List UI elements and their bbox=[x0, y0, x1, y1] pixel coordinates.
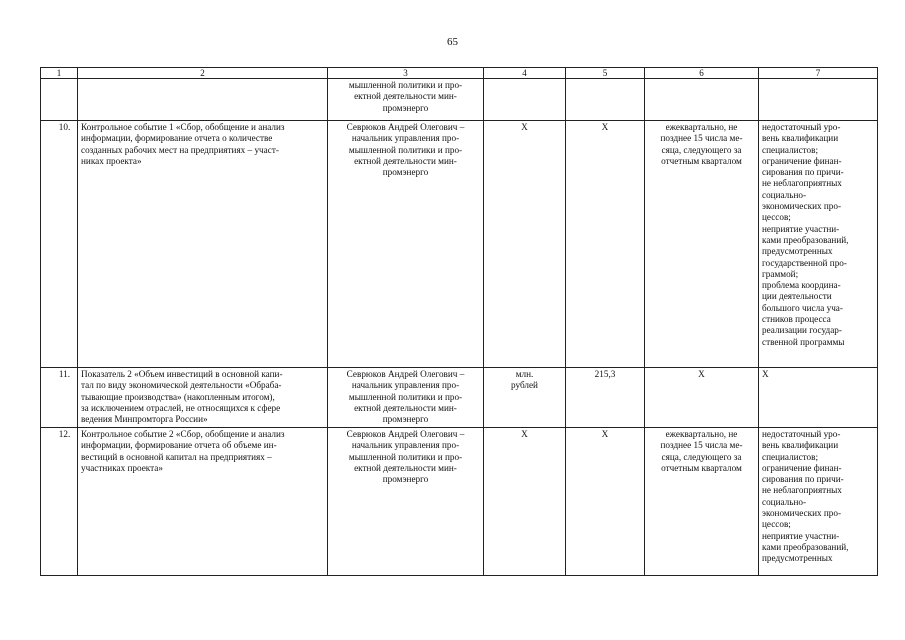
deadline-cell bbox=[645, 79, 759, 121]
cell-line: X bbox=[762, 369, 769, 379]
cell-line: экономических про- bbox=[762, 508, 842, 519]
cell-line: стников процесса bbox=[762, 314, 831, 325]
cell-line: млн. bbox=[515, 369, 534, 379]
cell-line: недостаточный уро- bbox=[762, 122, 841, 132]
cell-line: не неблагоприятных bbox=[762, 485, 842, 496]
cell-line: сяца, следующего за bbox=[661, 144, 742, 155]
cell-line: Контрольное событие 1 «Сбор, обобщение и анализ bbox=[81, 122, 285, 132]
responsible-cell bbox=[328, 368, 484, 428]
cell-line: ками преобразований, bbox=[762, 541, 849, 552]
cell-line: экономических про- bbox=[762, 201, 842, 212]
cell-line: сирования по причи- bbox=[762, 167, 844, 178]
cell-line: Показатель 2 «Объем инвестиций в основной капи- bbox=[81, 369, 283, 379]
risk-cell bbox=[759, 428, 878, 576]
description-cell bbox=[78, 79, 328, 121]
cell-line: ежеквартально, не bbox=[665, 429, 738, 439]
cell-line: сирования по причи- bbox=[762, 474, 844, 485]
cell-line: информации, формирование отчета о количестве bbox=[81, 133, 273, 144]
deadline-cell bbox=[645, 368, 759, 428]
cell-line: мышленной политики и про- bbox=[348, 80, 463, 90]
responsible-cell bbox=[328, 428, 484, 576]
cell-line: ведения Минпромторга России» bbox=[81, 414, 208, 425]
cell-line: 215,3 bbox=[594, 369, 616, 379]
cell-line: промэнерго bbox=[382, 167, 429, 178]
continuation-row bbox=[41, 79, 878, 121]
cell-line: начальник управления про- bbox=[351, 133, 460, 144]
num-cell: 11. bbox=[41, 368, 78, 428]
cell-line: сяца, следующего за bbox=[661, 451, 742, 462]
responsible-cell bbox=[328, 79, 484, 121]
cell-line: цессов; bbox=[762, 519, 791, 530]
num-cell bbox=[41, 79, 78, 121]
cell-line: специалистов; bbox=[762, 451, 819, 462]
cell-line: за исключением отраслей, не относящихся к сфере bbox=[81, 402, 281, 413]
cell-line: рублей bbox=[511, 380, 538, 391]
cell-line: недостаточный уро- bbox=[762, 429, 841, 439]
measures-table bbox=[40, 67, 878, 576]
cell-line: ками преобразований, bbox=[762, 234, 849, 245]
cell-line: ственной программы bbox=[762, 336, 845, 347]
value-cell bbox=[566, 79, 645, 121]
cell-line: реализации государ- bbox=[762, 325, 842, 336]
unit-cell bbox=[484, 79, 566, 121]
cell-line: мышленной политики и про- bbox=[348, 144, 463, 155]
cell-line: информации, формирование отчета об объеме ин- bbox=[81, 440, 277, 451]
cell-line: отчетным кварталом bbox=[661, 155, 742, 166]
cell-line: X bbox=[698, 369, 705, 379]
cell-line: вестиций в основной капитал на предприятиях – bbox=[81, 451, 272, 462]
column-number: 3 bbox=[328, 68, 484, 79]
cell-line: начальник управления про- bbox=[351, 440, 460, 451]
value-cell bbox=[566, 368, 645, 428]
cell-line: промэнерго bbox=[382, 474, 429, 485]
column-number: 1 bbox=[41, 68, 78, 79]
value-cell bbox=[566, 121, 645, 368]
responsible-cell bbox=[328, 121, 484, 368]
column-number: 7 bbox=[759, 68, 878, 79]
cell-line: ции деятельности bbox=[762, 291, 832, 302]
cell-line: неприятие участни- bbox=[762, 530, 840, 541]
unit-cell bbox=[484, 368, 566, 428]
table-row bbox=[41, 121, 878, 368]
cell-line: Севрюков Андрей Олегович – bbox=[346, 369, 465, 379]
description-cell bbox=[78, 428, 328, 576]
description-cell bbox=[78, 368, 328, 428]
cell-line: начальник управления про- bbox=[351, 380, 460, 391]
cell-line: проблема координа- bbox=[762, 280, 841, 291]
cell-line: ограничение финан- bbox=[762, 155, 842, 166]
risk-cell bbox=[759, 121, 878, 368]
cell-line: Севрюков Андрей Олегович – bbox=[346, 122, 465, 132]
cell-line: мышленной политики и про- bbox=[348, 451, 463, 462]
cell-line: не неблагоприятных bbox=[762, 178, 842, 189]
cell-line: предусмотренных bbox=[762, 553, 833, 564]
cell-line: цессов; bbox=[762, 212, 791, 223]
cell-line: ектной деятельности мин- bbox=[354, 402, 457, 413]
cell-line: созданных рабочих мест на предприятиях – участ- bbox=[81, 144, 279, 155]
cell-line: промэнерго bbox=[382, 102, 429, 113]
cell-line: тывающие производства» (накопленным итогом), bbox=[81, 391, 275, 402]
cell-line: позднее 15 числа ме- bbox=[660, 133, 743, 144]
cell-line: ектной деятельности мин- bbox=[354, 155, 457, 166]
cell-line: отчетным кварталом bbox=[661, 462, 742, 473]
cell-line: Контрольное событие 2 «Сбор, обобщение и анализ bbox=[81, 429, 285, 439]
cell-line: вень квалификации bbox=[762, 440, 839, 451]
cell-line: X bbox=[521, 429, 528, 439]
cell-line: ектной деятельности мин- bbox=[354, 462, 457, 473]
cell-line: мышленной политики и про- bbox=[348, 391, 463, 402]
cell-line: Севрюков Андрей Олегович – bbox=[346, 429, 465, 439]
column-number: 5 bbox=[566, 68, 645, 79]
cell-line: ежеквартально, не bbox=[665, 122, 738, 132]
cell-line: X bbox=[601, 429, 609, 439]
cell-line: предусмотренных bbox=[762, 246, 833, 257]
column-number-row bbox=[41, 68, 878, 79]
cell-line: социально- bbox=[762, 189, 807, 200]
num-cell: 10. bbox=[41, 121, 78, 368]
cell-line: вень квалификации bbox=[762, 133, 839, 144]
deadline-cell bbox=[645, 121, 759, 368]
page-number: 65 bbox=[447, 36, 458, 48]
column-number: 6 bbox=[645, 68, 759, 79]
unit-cell bbox=[484, 121, 566, 368]
value-cell bbox=[566, 428, 645, 576]
deadline-cell bbox=[645, 428, 759, 576]
num-cell: 12. bbox=[41, 428, 78, 576]
cell-line: специалистов; bbox=[762, 144, 819, 155]
cell-line: неприятие участни- bbox=[762, 223, 840, 234]
cell-line: тал по виду экономической деятельности «Обраба- bbox=[81, 380, 282, 391]
risk-cell bbox=[759, 79, 878, 121]
column-number: 4 bbox=[484, 68, 566, 79]
column-number: 2 bbox=[78, 68, 328, 79]
cell-line: X bbox=[521, 122, 528, 132]
cell-line: ектной деятельности мин- bbox=[354, 91, 457, 102]
cell-line: промэнерго bbox=[382, 414, 429, 425]
cell-line: позднее 15 числа ме- bbox=[660, 440, 743, 451]
cell-line: граммой; bbox=[762, 268, 799, 279]
risk-cell bbox=[759, 368, 878, 428]
cell-line: социально- bbox=[762, 496, 807, 507]
cell-line: никах проекта» bbox=[81, 155, 142, 166]
table-row bbox=[41, 428, 878, 576]
cell-line: X bbox=[601, 122, 609, 132]
table-row bbox=[41, 368, 878, 428]
description-cell bbox=[78, 121, 328, 368]
cell-line: ограничение финан- bbox=[762, 462, 842, 473]
unit-cell bbox=[484, 428, 566, 576]
cell-line: государственной про- bbox=[762, 257, 847, 268]
cell-line: большого числа уча- bbox=[762, 302, 843, 313]
cell-line: участниках проекта» bbox=[81, 462, 163, 473]
